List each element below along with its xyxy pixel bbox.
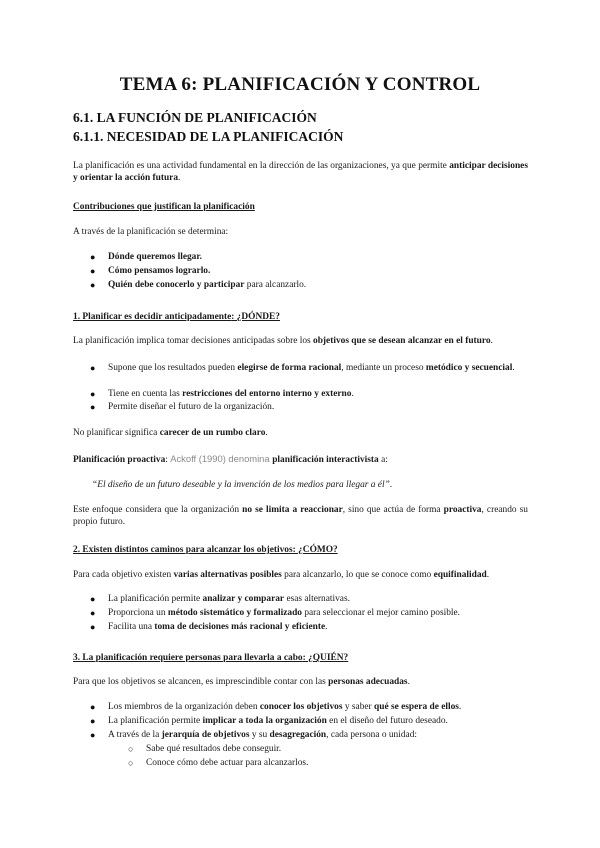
section-3-paragraph <box>73 676 528 688</box>
bullet-icon: ● <box>90 252 96 262</box>
text: Supone que los resultados pueden <box>108 363 238 373</box>
text: y su <box>249 730 270 740</box>
bold-text: objetivos que se desean alcanzar en el futuro <box>313 336 491 346</box>
section-1-bullet-2 <box>108 388 528 400</box>
contribution-item-2: Cómo pensamos lograrlo. <box>108 266 211 276</box>
contribution-item-3-bold: Quién debe conocerlo y participar <box>108 280 245 290</box>
text: en el diseño del futuro deseado. <box>326 716 448 726</box>
sub-bullet-icon: ○ <box>128 758 134 768</box>
bold-text: no se limita a reaccionar <box>242 505 343 515</box>
text: para seleccionar el mejor camino posible. <box>301 608 460 618</box>
section-2-bullet-3 <box>108 621 528 633</box>
text: Proporciona un <box>108 608 168 618</box>
section-2-paragraph <box>73 569 528 581</box>
section-3-heading-main: 3. La planificación requiere personas para llevarla a cabo <box>73 653 303 663</box>
section-2-heading-main: 2. Existen distintos caminos para alcanzar los objetivos <box>73 545 293 555</box>
bold-text: varias alternativas posibles <box>173 570 282 580</box>
section-3-heading <box>73 652 528 664</box>
section-3-sub-bullet-2: Conoce cómo debe actuar para alcanzarlos. <box>146 758 309 768</box>
bullet-icon: ● <box>90 622 96 632</box>
text: , mediante un proceso <box>341 363 426 373</box>
text: a: <box>378 455 388 465</box>
section-3-bullet-2 <box>108 715 528 727</box>
section-3-heading-question: : ¿QUIÉN? <box>302 653 349 663</box>
bullet-icon: ● <box>90 363 96 373</box>
bold-text: Planificación proactiva <box>73 455 166 465</box>
bold-text: restricciones del entorno interno y externo <box>182 389 352 399</box>
bold-text: proactiva <box>443 505 482 515</box>
bold-text: desagregación <box>269 730 327 740</box>
no-planning-paragraph <box>73 427 528 439</box>
text: para alcanzarlo, lo que se conoce como <box>281 570 434 580</box>
section-heading-6-1: 6.1. LA FUNCIÓN DE PLANIFICACIÓN <box>73 110 317 125</box>
bold-text: analizar y comparar <box>202 594 285 604</box>
bold-text: carecer de un rumbo claro <box>159 428 266 438</box>
bullet-icon: ● <box>90 716 96 726</box>
intro-text: La planificación es una actividad fundamental en la dirección de las organizaciones, ya que permite <box>73 161 450 171</box>
bullet-icon: ● <box>90 266 96 276</box>
text: . <box>407 677 410 687</box>
text: Para que los objetivos se alcancen, es imprescindible contar con las <box>73 677 329 687</box>
text: Facilita una <box>108 622 155 632</box>
bold-text: toma de decisiones más racional y eficiente <box>154 622 326 632</box>
bullet-icon: ● <box>90 594 96 604</box>
section-1-heading-main: 1. Planificar es decidir anticipadamente <box>73 312 232 322</box>
text: . <box>490 336 493 346</box>
text: . <box>325 622 328 632</box>
ackoff-quote <box>92 479 522 491</box>
section-2-bullet-1 <box>108 593 528 605</box>
bullet-icon: ● <box>90 702 96 712</box>
text: La planificación permite <box>108 594 203 604</box>
text: No planificar significa <box>73 428 160 438</box>
bold-text: implicar a toda la organización <box>202 716 327 726</box>
bold-text: qué se espera de ellos <box>374 702 459 712</box>
text: . <box>351 389 354 399</box>
quote-text: “El diseño de un futuro deseable y la invención de los medios para llegar a él” <box>92 480 390 490</box>
bold-text: metódico y secuencial <box>425 363 513 373</box>
section-2-heading <box>73 544 528 556</box>
section-3-bullet-3 <box>108 729 528 741</box>
section-heading-6-1-1: 6.1.1. NECESIDAD DE LA PLANIFICACIÓN <box>73 129 344 144</box>
contribution-item-1: Dónde queremos llegar. <box>108 252 203 262</box>
text: , sino que actúa de forma <box>342 505 444 515</box>
bold-text: equifinalidad <box>433 570 487 580</box>
contribution-item-3-text: para alcanzarlo. <box>244 280 307 290</box>
approach-paragraph <box>73 504 528 528</box>
section-1-heading-question: : ¿DÓNDE? <box>231 312 280 322</box>
text: Tiene en cuenta las <box>108 389 183 399</box>
section-2-heading-question: : ¿CÓMO? <box>292 545 338 555</box>
text: esas alternativas. <box>284 594 350 604</box>
text: Para cada objetivo existen <box>73 570 174 580</box>
text: Este enfoque considera que la organización <box>73 505 243 515</box>
text: La planificación implica tomar decisiones anticipadas sobre los <box>73 336 314 346</box>
section-3-sub-bullet-1: Sabe qué resultados debe conseguir. <box>146 744 282 754</box>
sub-bullet-icon: ○ <box>128 744 134 754</box>
bold-text: planificación interactivista <box>272 455 379 465</box>
section-1-bullet-1 <box>108 362 528 374</box>
bold-text: jerarquía de objetivos <box>161 730 250 740</box>
text: . <box>458 702 462 712</box>
contributions-heading: Contribuciones que justifican la planificación <box>73 202 255 212</box>
proactive-planning-paragraph <box>73 453 528 466</box>
section-2-bullet-2 <box>108 607 528 619</box>
document-title: TEMA 6: PLANIFICACIÓN Y CONTROL <box>119 74 481 95</box>
section-1-paragraph <box>73 335 528 347</box>
text: . <box>389 480 393 490</box>
intro-paragraph <box>73 160 528 184</box>
text: : <box>165 455 171 465</box>
citation-text: Ackoff (1990) denomina <box>170 453 273 464</box>
bold-text: elegirse de forma racional <box>237 363 342 373</box>
text: A través de la <box>108 730 162 740</box>
bullet-icon: ● <box>90 280 96 290</box>
text: . <box>486 570 490 580</box>
section-3-bullet-1 <box>108 701 528 713</box>
text: . <box>512 363 515 373</box>
contributions-intro: A través de la planificación se determina: <box>73 227 229 237</box>
bold-text: conocer los objetivos <box>259 702 343 712</box>
text: y saber <box>342 702 375 712</box>
bullet-icon: ● <box>90 389 96 399</box>
bold-text: personas adecuadas <box>328 677 408 687</box>
bullet-icon: ● <box>90 730 96 740</box>
bullet-icon: ● <box>90 608 96 618</box>
section-1-heading <box>73 311 528 323</box>
text: Los miembros de la organización deben <box>108 702 260 712</box>
text: La planificación permite <box>108 716 203 726</box>
bullet-icon: ● <box>90 402 96 412</box>
text: , creando su propio futuro. <box>73 505 528 527</box>
intro-end: . <box>178 173 181 183</box>
section-1-bullet-3: Permite diseñar el futuro de la organización. <box>108 402 275 412</box>
intro-bold: anticipar decisiones y orientar la acción futura <box>73 161 528 183</box>
text: . <box>265 428 268 438</box>
contribution-item-3 <box>108 279 528 291</box>
text: , cada persona o unidad: <box>326 730 417 740</box>
bold-text: método sistemático y formalizado <box>167 608 302 618</box>
